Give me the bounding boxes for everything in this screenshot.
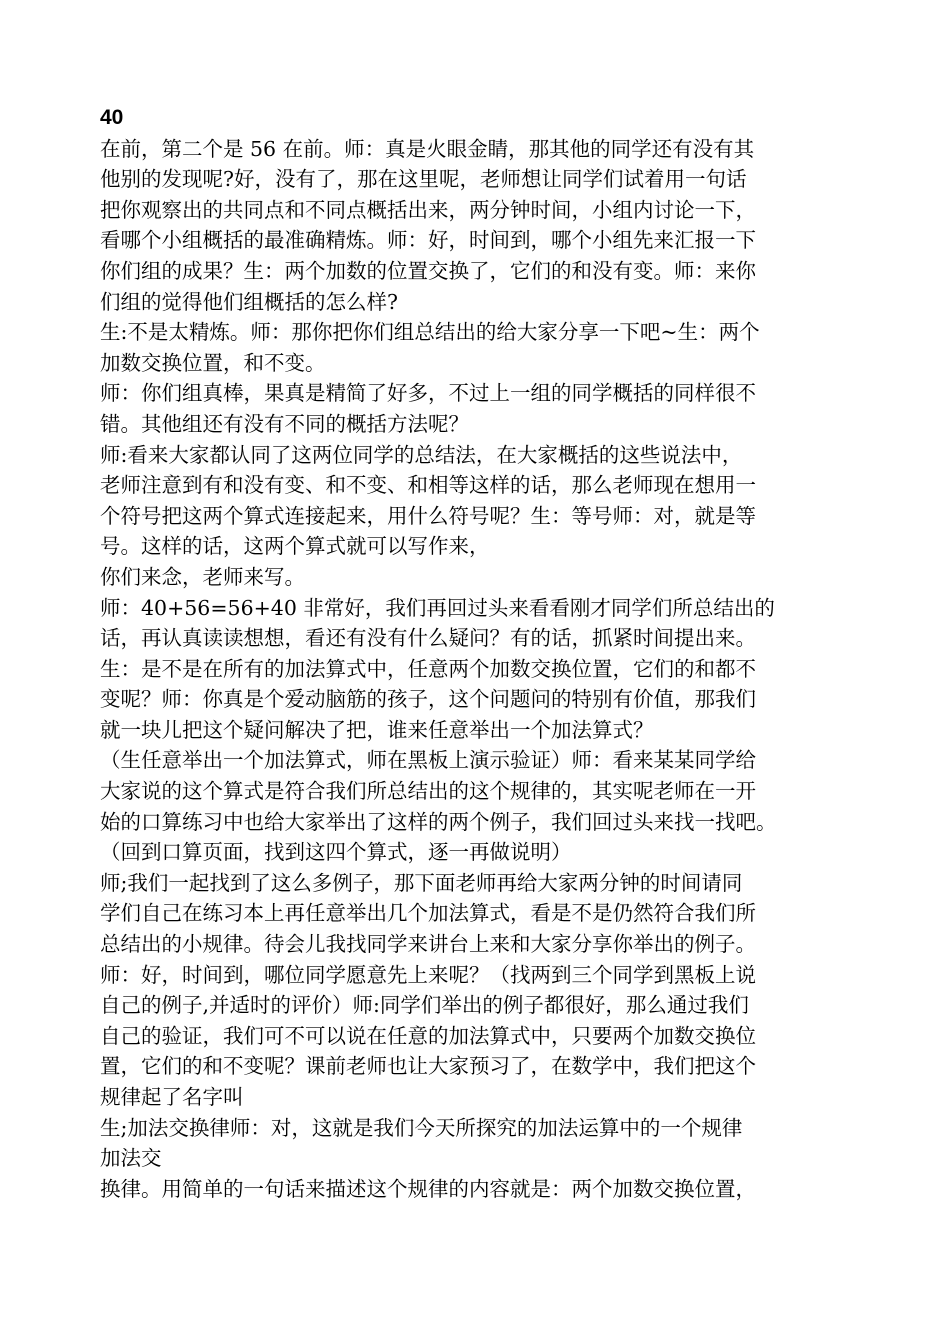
text-line: 生：是不是在所有的加法算式中，任意两个加数交换位置，它们的和都不 bbox=[100, 656, 756, 681]
text-line: 总结出的小规律。待会儿我找同学来讲台上来和大家分享你举出的例子。 bbox=[100, 932, 756, 957]
text-line: 师：你们组真棒，果真是精简了好多，不过上一组的同学概括的同样很不 bbox=[100, 381, 756, 406]
body-text bbox=[100, 134, 860, 1205]
text-line: 们组的觉得他们组概括的怎么样? bbox=[100, 289, 398, 314]
text-line: 生;加法交换律师：对，这就是我们今天所探究的加法运算中的一个规律 bbox=[100, 1115, 743, 1140]
text-line: 置，它们的和不变呢？课前老师也让大家预习了，在数学中，我们把这个 bbox=[100, 1054, 756, 1079]
text-line: 师：好，时间到，哪位同学愿意先上来呢？（找两到三个同学到黑板上说 bbox=[100, 962, 756, 987]
text-line: 错。其他组还有没有不同的概括方法呢？ bbox=[100, 411, 469, 436]
text-line: 换律。用简单的一句话来描述这个规律的内容就是：两个加数交换位置， bbox=[100, 1176, 756, 1201]
text-line: 自己的验证，我们可不可以说在任意的加法算式中，只要两个加数交换位 bbox=[100, 1023, 756, 1048]
text-line: 你们组的成果？生：两个加数的位置交换了，它们的和没有变。师：来你 bbox=[100, 258, 756, 283]
text-line: 加数交换位置，和不变。 bbox=[100, 350, 326, 375]
text-line: （回到口算页面，找到这四个算式，逐一再做说明） bbox=[100, 840, 572, 865]
text-line: 师:看来大家都认同了这两位同学的总结法，在大家概括的这些说法中， bbox=[100, 442, 743, 467]
text-line: 规律起了名字叫 bbox=[100, 1085, 244, 1109]
document-page bbox=[100, 103, 860, 1204]
text-line: 话，再认真读读想想，看还有没有什么疑问？有的话，抓紧时间提出来。 bbox=[100, 626, 756, 651]
text-line: （生任意举出一个加法算式，师在黑板上演示验证）师：看来某某同学给 bbox=[100, 748, 756, 773]
text-line: 加法交 bbox=[100, 1146, 162, 1171]
text-line: 大家说的这个算式是符合我们所总结出的这个规律的，其实呢老师在一开 bbox=[100, 779, 756, 804]
text-line: 老师注意到有和没有变、和不变、和相等这样的话，那么老师现在想用一 bbox=[100, 473, 756, 498]
text-line: 师;我们一起找到了这么多例子，那下面老师再给大家两分钟的时间请同 bbox=[100, 870, 743, 895]
text-line: 你们来念，老师来写。 bbox=[100, 564, 305, 589]
text-line: 号。这样的话，这两个算式就可以写作来， bbox=[100, 534, 490, 559]
text-line: 把你观察出的共同点和不同点概括出来，两分钟时间，小组内讨论一下， bbox=[100, 197, 756, 222]
page-number: 40 bbox=[100, 106, 124, 129]
text-line: 学们自己在练习本上再任意举出几个加法算式，看是不是仍然符合我们所 bbox=[100, 901, 756, 926]
text-line: 变呢？师：你真是个爱动脑筋的孩子，这个问题问的特别有价值，那我们 bbox=[100, 687, 756, 712]
text-line: 在前，第二个是 56 在前。师：真是火眼金睛，那其他的同学还有没有其 bbox=[100, 136, 755, 161]
text-line: 自己的例子,并适时的评价）师:同学们举出的例子都很好，那么通过我们 bbox=[100, 993, 749, 1018]
text-line: 个符号把这两个算式连接起来，用什么符号呢？生：等号师：对，就是等 bbox=[100, 503, 756, 528]
text-line: 看哪个小组概括的最准确精炼。师：好，时间到，哪个小组先来汇报一下 bbox=[100, 228, 756, 253]
text-line: 他别的发现呢?好，没有了，那在这里呢，老师想让同学们试着用一句话 bbox=[100, 167, 747, 192]
text-line: 始的口算练习中也给大家举出了这样的两个例子，我们回过头来找一找吧。 bbox=[100, 809, 777, 834]
text-line: 就一块儿把这个疑问解决了把，谁来任意举出一个加法算式？ bbox=[100, 717, 654, 742]
text-line: 师：40+56=56+40 非常好，我们再回过头来看看刚才同学们所总结出的 bbox=[100, 595, 775, 620]
text-line: 生:不是太精炼。师：那你把你们组总结出的给大家分享一下吧~生：两个 bbox=[100, 320, 760, 345]
